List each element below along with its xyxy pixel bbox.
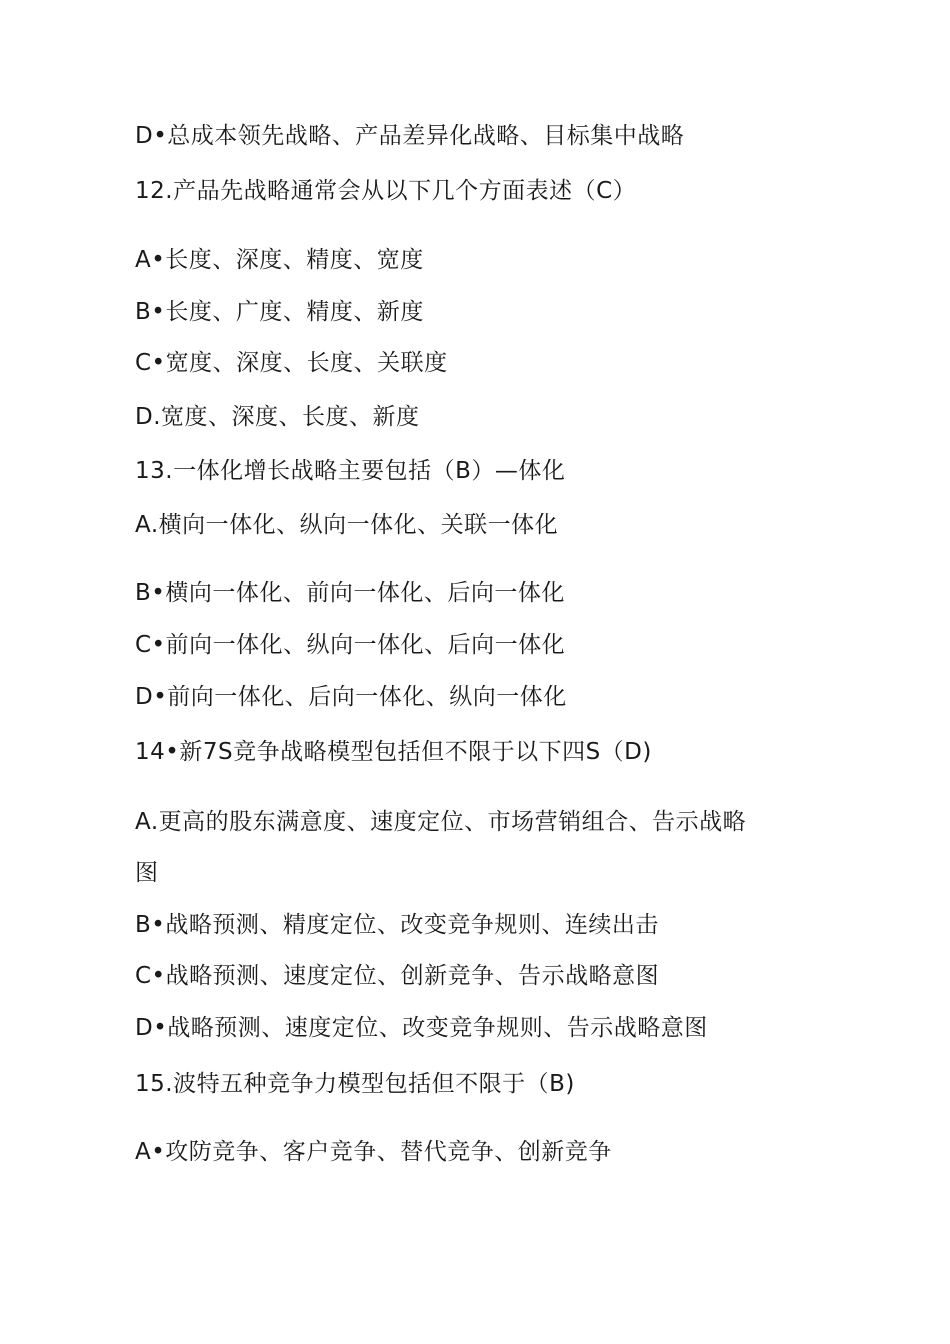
question-13: 13.一体化增长战略主要包括（B）—体化	[135, 458, 566, 484]
option-line-12a: A•长度、深度、精度、宽度	[135, 247, 424, 273]
option-line-13a: A.横向一体化、纵向一体化、关联一体化	[135, 512, 559, 538]
option-line-14b: B•战略预测、精度定位、改变竞争规则、连续出击	[135, 912, 659, 938]
question-12: 12.产品先战略通常会从以下几个方面表述（C）	[135, 178, 637, 204]
option-line-14d: D•战略预测、速度定位、改变竞争规则、告示战略意图	[135, 1015, 708, 1041]
option-line-13b: B•横向一体化、前向一体化、后向一体化	[135, 580, 565, 606]
option-line-12c: C•宽度、深度、长度、关联度	[135, 350, 448, 376]
question-15: 15.波特五种竞争力模型包括但不限于（B)	[135, 1071, 575, 1097]
option-line-11d: D•总成本领先战略、产品差异化战略、目标集中战略	[135, 123, 685, 149]
option-line-15a: A•攻防竞争、客户竞争、替代竞争、创新竞争	[135, 1139, 612, 1165]
option-line-13c: C•前向一体化、纵向一体化、后向一体化	[135, 632, 566, 658]
option-line-14a: A.更高的股东满意度、速度定位、市场营销组合、告示战略	[135, 809, 747, 835]
option-line-14c: C•战略预测、速度定位、创新竞争、告示战略意图	[135, 963, 660, 989]
option-line-14a-continued: 图	[135, 860, 159, 886]
question-14: 14•新7S竞争战略模型包括但不限于以下四S（D)	[135, 739, 652, 765]
option-line-12d: D.宽度、深度、长度、新度	[135, 404, 420, 430]
option-line-13d: D•前向一体化、后向一体化、纵向一体化	[135, 684, 567, 710]
option-line-12b: B•长度、广度、精度、新度	[135, 299, 424, 325]
